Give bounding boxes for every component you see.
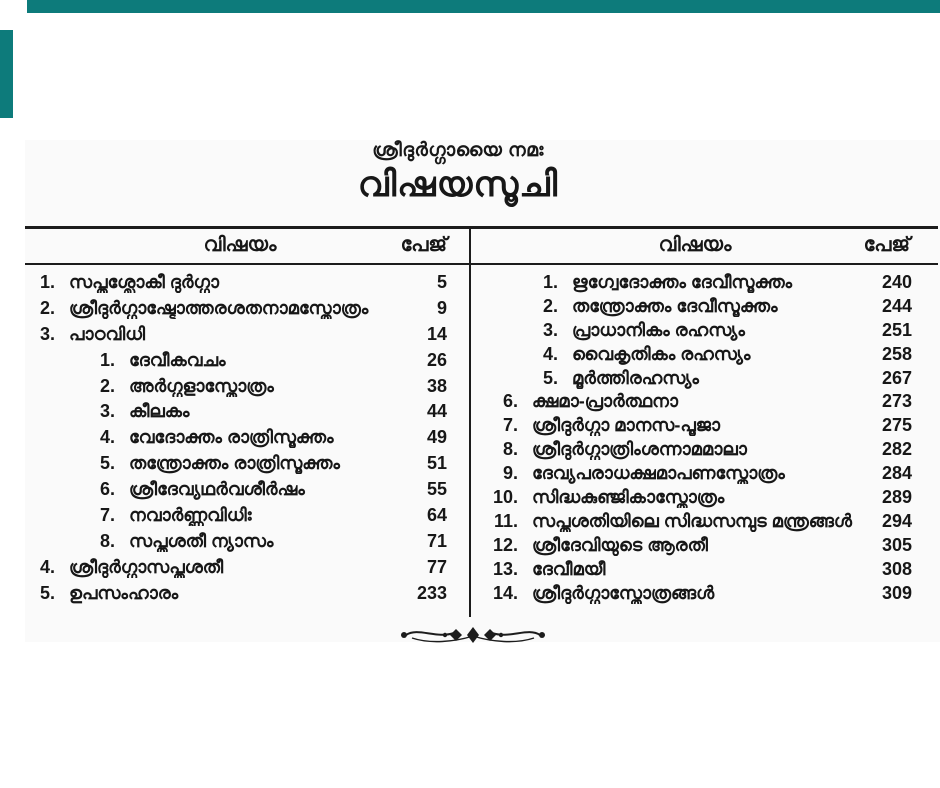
item-title: ശ്രീദുര്‍ഗ്ഗാ മാനസ-പൂജാ bbox=[532, 415, 721, 436]
item-page: 284 bbox=[881, 463, 912, 484]
item-page: 14 bbox=[426, 323, 447, 344]
item-title: കീലകം bbox=[129, 401, 190, 422]
toc-row bbox=[25, 557, 447, 583]
item-page: 64 bbox=[426, 505, 447, 526]
item-title: സപ്തശതിയിലെ സിദ്ധസമ്പുട മന്ത്രങ്ങള്‍ bbox=[532, 510, 852, 531]
item-page: 240 bbox=[881, 272, 912, 292]
table-top-rule bbox=[25, 226, 938, 229]
toc-row bbox=[25, 583, 447, 609]
column-divider bbox=[469, 226, 471, 617]
toc-row bbox=[25, 505, 447, 531]
page-title: വിഷയസൂചി bbox=[357, 165, 559, 204]
toc-row bbox=[25, 324, 447, 350]
item-title: ശ്രീദേവ്യഥര്‍വശീര്‍ഷം bbox=[129, 479, 305, 500]
scan-edge-bar-left bbox=[0, 30, 13, 118]
toc-row bbox=[25, 350, 447, 376]
item-title: തന്ത്രോക്തം രാത്രിസൂക്തം bbox=[129, 453, 340, 474]
item-page: 267 bbox=[881, 367, 912, 388]
flourish-divider-icon bbox=[398, 622, 548, 648]
item-number: 4. bbox=[39, 556, 55, 577]
item-page: 294 bbox=[881, 510, 912, 531]
toc-row bbox=[25, 376, 447, 402]
item-title: വേദോക്തം രാത്രിസൂക്തം bbox=[129, 427, 334, 448]
toc-row bbox=[488, 415, 912, 439]
item-number: 3. bbox=[542, 319, 558, 340]
toc-row bbox=[488, 320, 912, 344]
item-number: 2. bbox=[39, 297, 55, 318]
item-page: 251 bbox=[881, 319, 912, 340]
item-title: നവാര്‍ണ്ണവിധിഃ bbox=[129, 505, 252, 526]
toc-row bbox=[25, 272, 447, 298]
toc-right-column bbox=[488, 272, 912, 606]
toc-row bbox=[25, 453, 447, 479]
right-subject-header: വിഷയം bbox=[658, 234, 732, 256]
item-title: പ്രാധാനികം രഹസ്യം bbox=[572, 319, 745, 340]
item-page: 5 bbox=[436, 272, 447, 292]
toc-row bbox=[25, 298, 447, 324]
item-title: സപ്തശ്ലോകീ ദുര്‍ഗ്ഗാ bbox=[69, 272, 219, 292]
item-title: ഋഗ്വേദോക്തം ദേവീസൂക്തം bbox=[572, 272, 793, 292]
item-page: 305 bbox=[881, 534, 912, 555]
toc-left-column bbox=[25, 272, 447, 609]
item-number: 14. bbox=[492, 582, 518, 603]
item-number: 6. bbox=[502, 391, 518, 412]
item-number: 13. bbox=[492, 558, 518, 579]
toc-row bbox=[488, 583, 912, 607]
item-title: ദേവീകവചം bbox=[129, 349, 226, 370]
item-number: 11. bbox=[493, 510, 518, 531]
item-number: 8. bbox=[502, 439, 518, 460]
toc-row bbox=[488, 296, 912, 320]
item-number: 2. bbox=[542, 295, 558, 316]
item-title: വൈകൃതികം രഹസ്യം bbox=[572, 343, 751, 364]
item-number: 7. bbox=[99, 505, 115, 526]
item-title: മൂര്‍ത്തിരഹസ്യം bbox=[572, 367, 699, 388]
item-title: സപ്തശതീ ന്യാസം bbox=[129, 530, 274, 551]
item-page: 258 bbox=[881, 343, 912, 364]
item-title: ക്ഷമാ-പ്രാര്‍ത്ഥനാ bbox=[532, 391, 678, 412]
item-title: തന്ത്രോക്തം ദേവീസൂക്തം bbox=[572, 295, 778, 316]
item-number: 1. bbox=[39, 272, 55, 292]
toc-row bbox=[25, 401, 447, 427]
item-page: 51 bbox=[426, 453, 447, 474]
item-page: 77 bbox=[426, 556, 447, 577]
item-number: 3. bbox=[99, 401, 115, 422]
item-title: ശ്രീദുര്‍ഗ്ഗാസപ്തശതീ bbox=[69, 556, 224, 577]
item-number: 2. bbox=[99, 375, 115, 396]
item-page: 26 bbox=[426, 349, 447, 370]
toc-row bbox=[488, 439, 912, 463]
toc-row bbox=[25, 427, 447, 453]
toc-row bbox=[488, 272, 912, 296]
toc-row bbox=[488, 559, 912, 583]
item-number: 5. bbox=[39, 582, 55, 603]
item-title: ശ്രീദുര്‍ഗ്ഗാഷ്ടോത്തരശതനാമസ്തോത്രം bbox=[69, 297, 369, 318]
item-page: 49 bbox=[426, 427, 447, 448]
item-title: ദേവ്യപരാധക്ഷമാപണസ്തോത്രം bbox=[532, 463, 785, 484]
toc-row bbox=[488, 535, 912, 559]
item-title: ശ്രീദുര്‍ഗ്ഗാത്രിംശന്നാമമാലാ bbox=[532, 439, 747, 460]
left-subject-header: വിഷയം bbox=[203, 234, 277, 256]
item-title: പാഠവിധി bbox=[69, 323, 146, 344]
toc-row bbox=[25, 479, 447, 505]
item-number: 10. bbox=[492, 487, 518, 508]
toc-row bbox=[488, 344, 912, 368]
item-number: 1. bbox=[99, 349, 115, 370]
left-page-header: പേജ് bbox=[400, 234, 447, 256]
item-title: ഉപസംഹാരം bbox=[69, 582, 179, 603]
item-page: 38 bbox=[426, 375, 447, 396]
toc-row bbox=[488, 511, 912, 535]
item-number: 6. bbox=[99, 479, 115, 500]
item-page: 233 bbox=[416, 582, 447, 603]
item-page: 273 bbox=[881, 391, 912, 412]
item-title: അര്‍ഗ്ഗളാസ്തോത്രം bbox=[129, 375, 274, 396]
item-number: 3. bbox=[39, 323, 55, 344]
item-title: ദേവീമയീ bbox=[532, 558, 606, 579]
right-page-header: പേജ് bbox=[863, 234, 910, 256]
item-number: 7. bbox=[502, 415, 518, 436]
item-number: 12. bbox=[492, 534, 518, 555]
item-number: 5. bbox=[99, 453, 115, 474]
item-number: 9. bbox=[502, 463, 518, 484]
item-page: 308 bbox=[881, 558, 912, 579]
item-page: 71 bbox=[426, 530, 447, 551]
item-title: സിദ്ധകുഞ്ജികാസ്തോത്രം bbox=[532, 487, 725, 508]
item-page: 44 bbox=[426, 401, 447, 422]
item-title: ശ്രീദുര്‍ഗ്ഗാസ്തോത്രങ്ങള്‍ bbox=[532, 582, 715, 603]
item-page: 9 bbox=[436, 297, 447, 318]
item-number: 4. bbox=[99, 427, 115, 448]
item-page: 309 bbox=[881, 582, 912, 603]
toc-row bbox=[25, 531, 447, 557]
item-page: 282 bbox=[881, 439, 912, 460]
item-page: 275 bbox=[881, 415, 912, 436]
item-title: ശ്രീദേവിയുടെ ആരതീ bbox=[532, 534, 708, 555]
item-page: 244 bbox=[881, 295, 912, 316]
toc-row bbox=[488, 391, 912, 415]
item-number: 1. bbox=[542, 272, 558, 292]
table-header-rule bbox=[25, 263, 938, 265]
item-number: 8. bbox=[99, 530, 115, 551]
toc-row bbox=[488, 368, 912, 392]
toc-row bbox=[488, 487, 912, 511]
scan-edge-bar-top bbox=[27, 0, 940, 13]
item-page: 289 bbox=[881, 487, 912, 508]
toc-row bbox=[488, 463, 912, 487]
item-page: 55 bbox=[426, 479, 447, 500]
item-number: 4. bbox=[542, 343, 558, 364]
item-number: 5. bbox=[542, 367, 558, 388]
invocation-text: ശ്രീദുര്‍ഗ്ഗായൈ നമഃ bbox=[372, 140, 544, 161]
